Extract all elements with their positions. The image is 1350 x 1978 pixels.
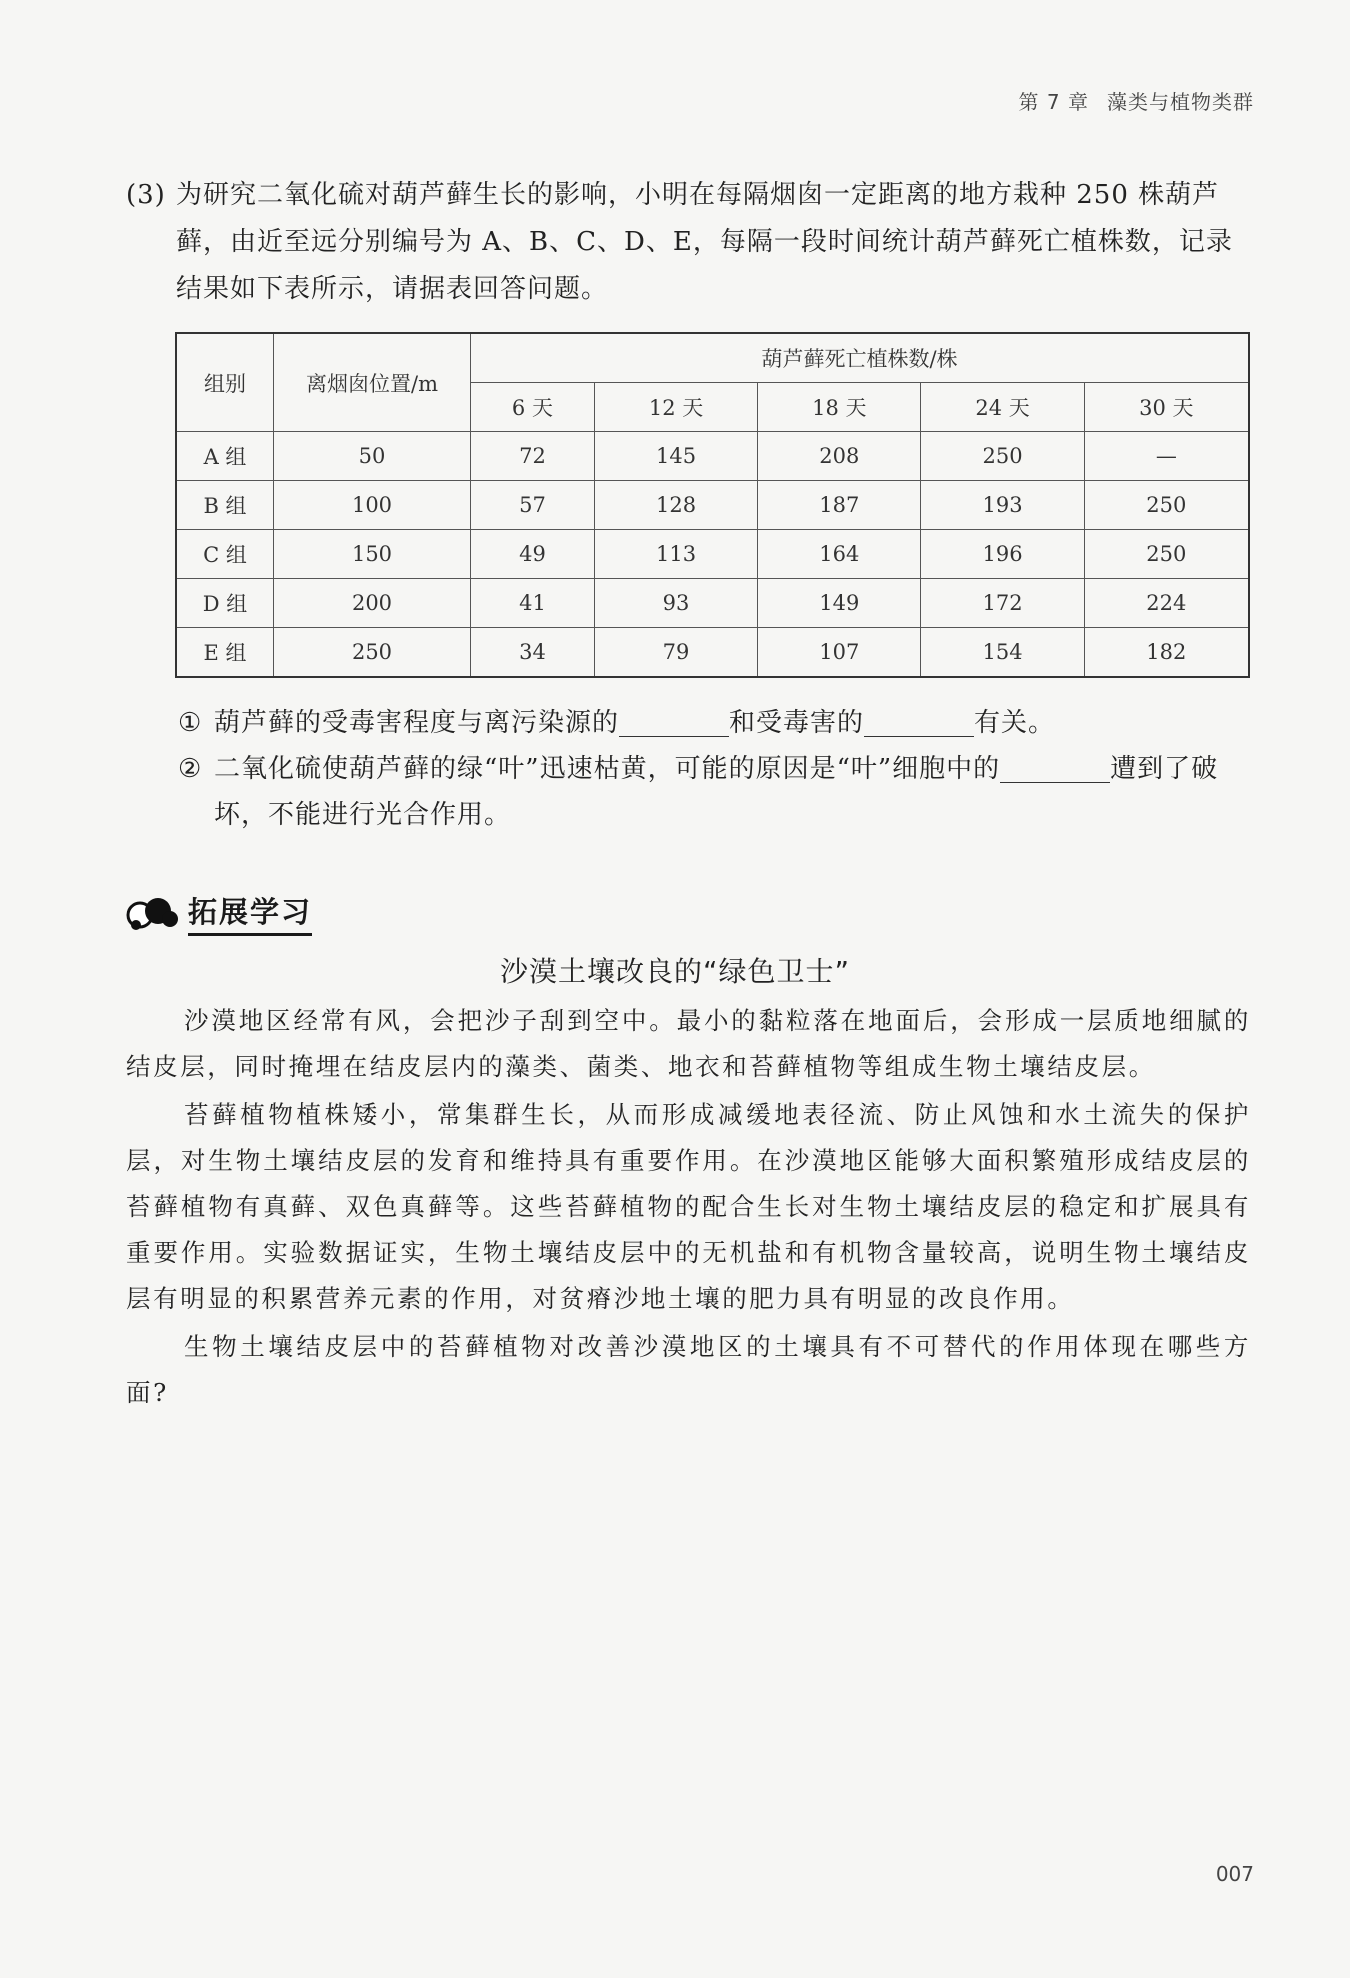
section-title: 拓展学习	[188, 890, 312, 936]
cell-value: 208	[758, 432, 921, 481]
cell-value: 49	[471, 530, 595, 579]
cell-value: 164	[758, 530, 921, 579]
answer-blank	[1000, 752, 1110, 783]
sub-question-2	[178, 746, 1253, 838]
cell-value: 250	[1084, 481, 1249, 530]
table-row	[176, 481, 1249, 530]
article-paragraph: 苔藓植物植株矮小，常集群生长，从而形成减缓地表径流、防止风蚀和水土流失的保护层，对生物土壤结皮层的发育和维持具有重要作用。在沙漠地区能够大面积繁殖形成结皮层的苔藓植物有真藓、双色真藓等。这些苔藓植物的配合生长对生物土壤结皮层的稳定和扩展具有重要作用。实验数据证实，生物土壤结皮层中的无机盐和有机物含量较高，说明生物土壤结皮层有明显的积累营养元素的作用，对贫瘠沙地土壤的肥力具有明显的改良作用。	[126, 1100, 1251, 1313]
table-row	[176, 579, 1249, 628]
circled-number-1: ①	[178, 708, 203, 738]
cell-value: 57	[471, 481, 595, 530]
cell-value: 34	[471, 628, 595, 678]
speech-bubbles-icon	[126, 895, 178, 931]
cell-value: 113	[594, 530, 757, 579]
table-row	[176, 530, 1249, 579]
cell-value: 187	[758, 481, 921, 530]
cell-group: C 组	[176, 530, 274, 579]
header-day: 30 天	[1084, 383, 1249, 432]
chapter-number: 第 7 章	[1018, 90, 1089, 114]
cell-value: 224	[1084, 579, 1249, 628]
header-day: 12 天	[594, 383, 757, 432]
question-text: 为研究二氧化硫对葫芦藓生长的影响，小明在每隔烟囱一定距离的地方栽种 250 株葫芦藓，由近至远分别编号为 A、B、C、D、E，每隔一段时间统计葫芦藓死亡植株数，记录结果如下表所示，请据表回答问题。	[176, 180, 1233, 304]
article-paragraph: 沙漠地区经常有风，会把沙子刮到空中。最小的黏粒落在地面后，会形成一层质地细腻的结皮层，同时掩埋在结皮层内的藻类、菌类、地衣和苔藓植物等组成生物土壤结皮层。	[126, 1006, 1251, 1081]
cell-distance: 200	[274, 579, 471, 628]
cell-group: B 组	[176, 481, 274, 530]
cell-group: E 组	[176, 628, 274, 678]
cell-distance: 250	[274, 628, 471, 678]
running-header	[1019, 86, 1254, 115]
cell-value: 193	[921, 481, 1084, 530]
header-distance: 离烟囱位置/m	[274, 333, 471, 432]
header-day: 6 天	[471, 383, 595, 432]
question-number: (3)	[126, 180, 166, 210]
header-group: 组别	[176, 333, 274, 432]
section-heading	[126, 890, 312, 936]
cell-value: 72	[471, 432, 595, 481]
sub-question-1	[178, 700, 1253, 746]
table-row	[176, 432, 1249, 481]
sub1-text-a: 葫芦藓的受毒害程度与离污染源的	[214, 708, 620, 738]
sub1-text-c: 有关。	[974, 708, 1056, 738]
cell-value: 154	[921, 628, 1084, 678]
sub1-text-b: 和受毒害的	[729, 708, 865, 738]
cell-value: —	[1084, 432, 1249, 481]
cell-group: D 组	[176, 579, 274, 628]
cell-value: 145	[594, 432, 757, 481]
sub2-text-a: 二氧化硫使葫芦藓的绿“叶”迅速枯黄，可能的原因是“叶”细胞中的	[214, 754, 1001, 784]
chapter-title: 藻类与植物类群	[1107, 90, 1254, 114]
header-day: 24 天	[921, 383, 1084, 432]
sub2-text-b: 遭到了破坏，不能进行光合作用。	[214, 754, 1219, 830]
answer-blank	[864, 706, 974, 737]
cell-group: A 组	[176, 432, 274, 481]
cell-value: 172	[921, 579, 1084, 628]
cell-value: 79	[594, 628, 757, 678]
header-deaths: 葫芦藓死亡植株数/株	[471, 333, 1250, 383]
answer-blank	[619, 706, 729, 737]
cell-value: 182	[1084, 628, 1249, 678]
cell-distance: 100	[274, 481, 471, 530]
results-table	[175, 332, 1250, 678]
header-day: 18 天	[758, 383, 921, 432]
cell-value: 250	[1084, 530, 1249, 579]
cell-value: 93	[594, 579, 757, 628]
table-row	[176, 628, 1249, 678]
cell-distance: 50	[274, 432, 471, 481]
cell-value: 149	[758, 579, 921, 628]
cell-value: 107	[758, 628, 921, 678]
article-title: 沙漠土壤改良的“绿色卫士”	[499, 955, 850, 988]
cell-value: 250	[921, 432, 1084, 481]
cell-distance: 150	[274, 530, 471, 579]
circled-number-2: ②	[178, 754, 203, 784]
article-paragraph: 生物土壤结皮层中的苔藓植物对改善沙漠地区的土壤具有不可替代的作用体现在哪些方面?	[126, 1332, 1251, 1407]
page-number: 007	[1215, 1862, 1254, 1886]
question-3	[126, 172, 1251, 313]
cell-value: 41	[471, 579, 595, 628]
cell-value: 196	[921, 530, 1084, 579]
cell-value: 128	[594, 481, 757, 530]
